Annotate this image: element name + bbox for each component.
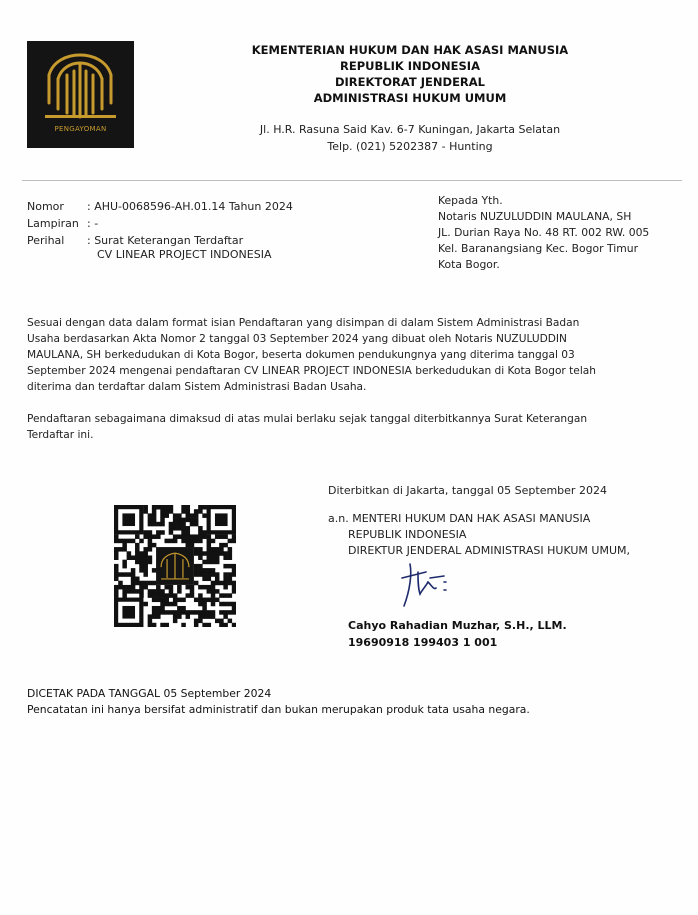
logo-caption: PENGAYOMAN	[54, 125, 107, 133]
body-line: September 2024 mengenai pendaftaran CV LINEAR PROJECT INDONESIA berkedudukan di Kota Bogor telah	[27, 365, 596, 377]
letterhead-title	[200, 42, 620, 106]
recipient-name: Notaris NUZULUDDIN MAULANA, SH	[438, 210, 632, 223]
directorate-name: DIREKTORAT JENDERAL	[334, 75, 486, 89]
recipient-greeting: Kepada Yth.	[438, 194, 503, 207]
qr-code-icon	[114, 505, 236, 627]
lampiran-row	[27, 215, 293, 232]
on-behalf-line: a.n. MENTERI HUKUM DAN HAK ASASI MANUSIA	[328, 512, 591, 525]
footer-block	[27, 686, 530, 718]
lampiran-label: Lampiran	[27, 217, 79, 230]
handwritten-signature	[396, 560, 456, 616]
body-line: Usaha berdasarkan Akta Nomor 2 tanggal 03 September 2024 yang dibuat oleh Notaris NUZULUDDIN	[27, 333, 567, 345]
division-name: ADMINISTRASI HUKUM UMUM	[313, 91, 507, 105]
signature-block	[328, 483, 630, 559]
footer-note: Pencatatan ini hanya bersifat administratif dan bukan merupakan produk tata usaha negara.	[27, 703, 530, 716]
lampiran-value: : -	[87, 217, 99, 230]
body-line: Terdaftar ini.	[27, 429, 94, 441]
nomor-value: : AHU-0068596-AH.01.14 Tahun 2024	[87, 200, 293, 213]
recipient-address-2: Kel. Baranangsiang Kec. Bogor Timur	[438, 242, 639, 255]
ministry-name: KEMENTERIAN HUKUM DAN HAK ASASI MANUSIA	[251, 43, 569, 57]
recipient-address-3: Kota Bogor.	[438, 258, 500, 271]
letterhead-address	[200, 121, 620, 155]
perihal-subject: CV LINEAR PROJECT INDONESIA	[97, 248, 272, 261]
body-line: Pendaftaran sebagaimana dimaksud di atas mulai berlaku sejak tanggal diterbitkannya Surat Keterangan	[27, 413, 588, 425]
country-line: REPUBLIK INDONESIA	[348, 528, 467, 541]
signer-block	[348, 617, 567, 651]
recipient-address-1: JL. Durian Raya No. 48 RT. 002 RW. 005	[438, 226, 650, 239]
official-title: DIREKTUR JENDERAL ADMINISTRASI HUKUM UMUM,	[348, 544, 630, 557]
office-phone: Telp. (021) 5202387 - Hunting	[327, 140, 493, 153]
recipient-block	[438, 193, 649, 273]
signer-nip: 19690918 199403 1 001	[348, 636, 498, 649]
issued-line: Diterbitkan di Jakarta, tanggal 05 September 2024	[328, 484, 607, 497]
country-name: REPUBLIK INDONESIA	[340, 59, 480, 73]
body-paragraph-2	[27, 411, 672, 443]
perihal-label: Perihal	[27, 234, 65, 247]
body-line: MAULANA, SH berkedudukan di Kota Bogor, beserta dokumen pendukungnya yang diterima tanggal 03	[27, 349, 575, 361]
body-line: diterima dan terdaftar dalam Sistem Administrasi Badan Usaha.	[27, 381, 367, 393]
nomor-label: Nomor	[27, 200, 64, 213]
body-paragraph-1	[27, 315, 672, 395]
header-divider	[22, 180, 682, 181]
body-line: Sesuai dengan data dalam format isian Pendaftaran yang disimpan di dalam Sistem Administrasi Badan	[27, 317, 580, 329]
printed-date: DICETAK PADA TANGGAL 05 September 2024	[27, 687, 272, 700]
nomor-row	[27, 198, 293, 215]
pengayoman-logo	[27, 41, 134, 148]
letter-meta	[27, 198, 293, 263]
office-address: Jl. H.R. Rasuna Said Kav. 6-7 Kuningan, Jakarta Selatan	[259, 123, 561, 136]
signer-name: Cahyo Rahadian Muzhar, S.H., LLM.	[348, 619, 567, 632]
perihal-value: : Surat Keterangan Terdaftar	[87, 234, 244, 247]
